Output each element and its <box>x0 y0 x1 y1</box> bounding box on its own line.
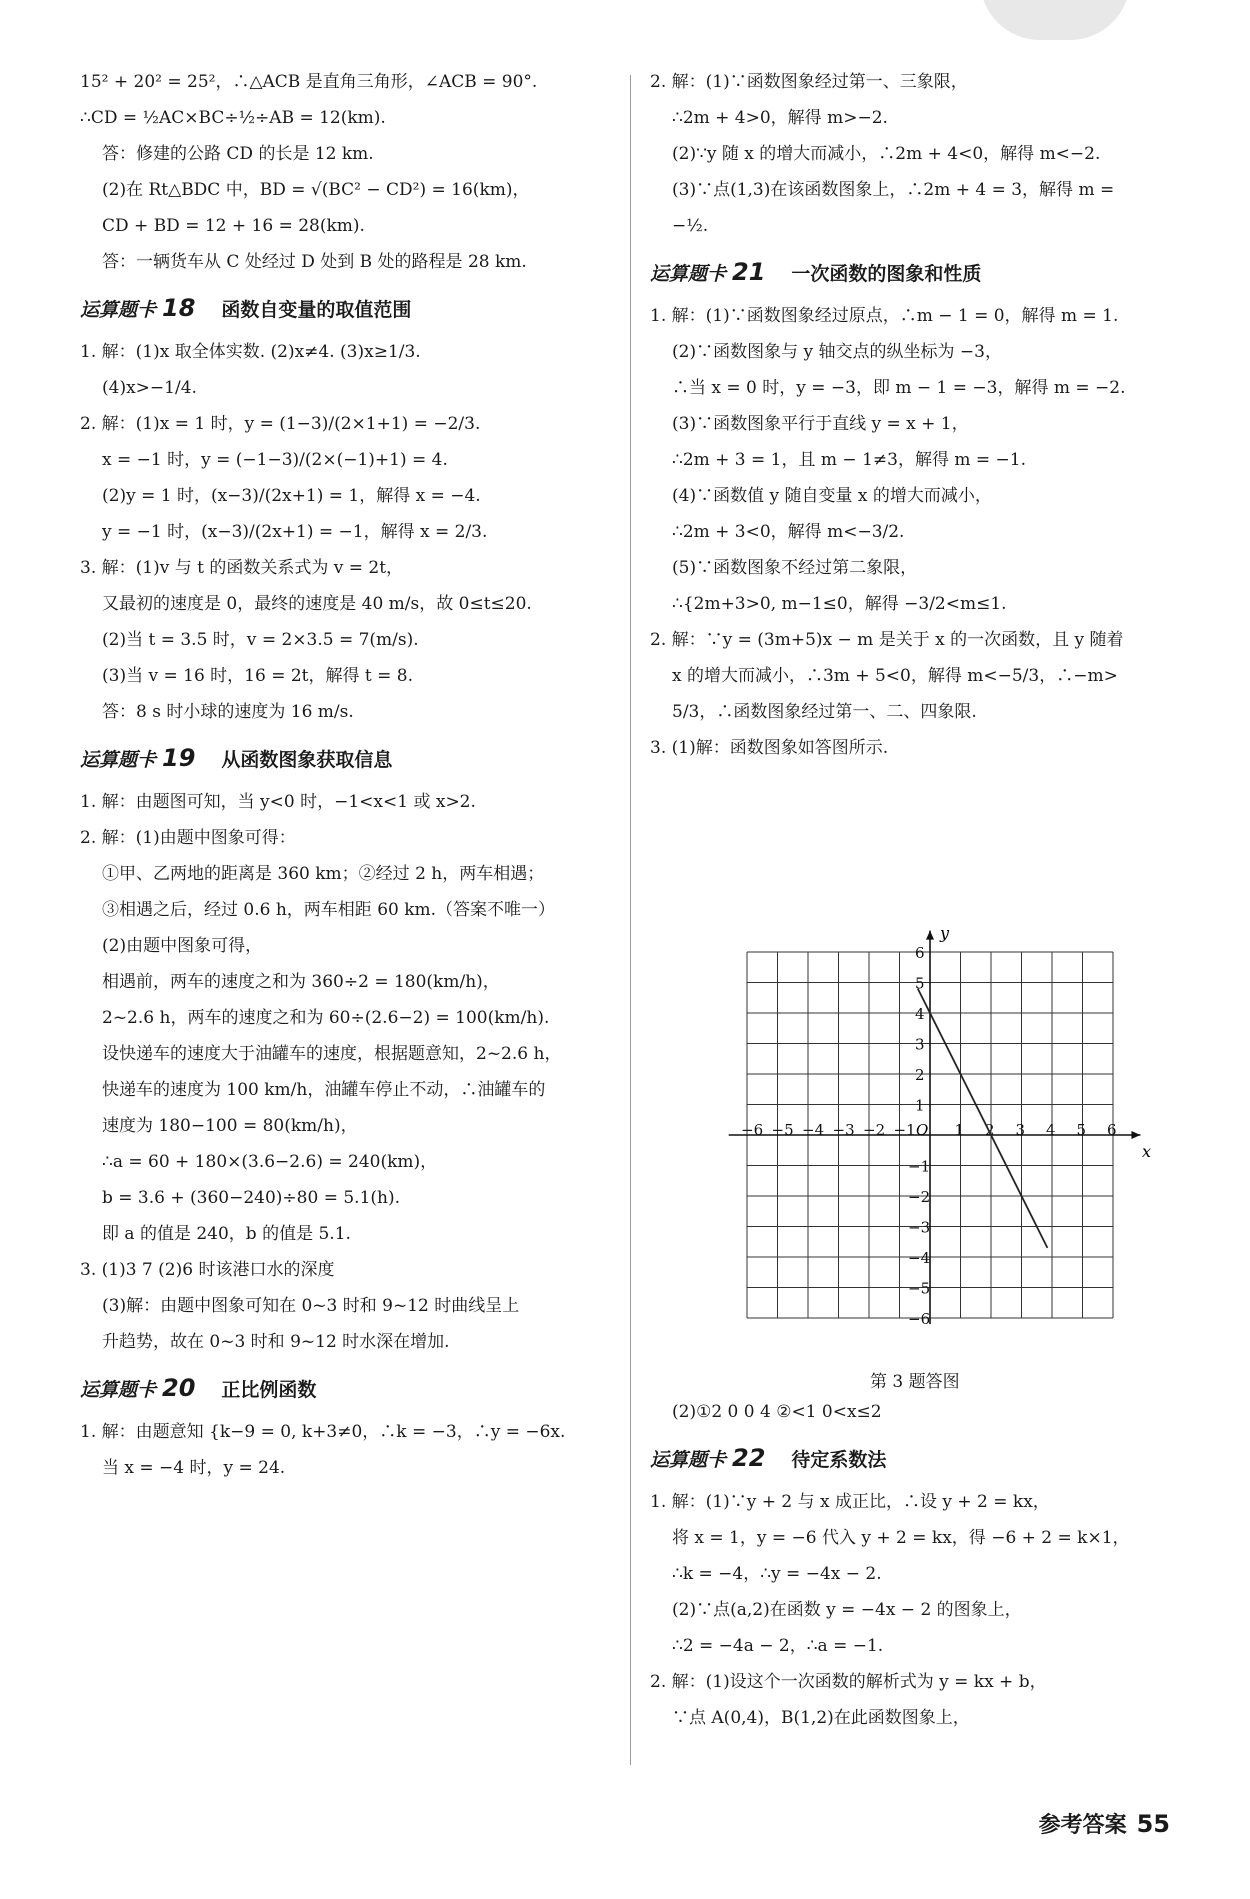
text-line: ∴k = −4，∴y = −4x − 2. <box>672 1564 882 1584</box>
section-heading-20 <box>80 1374 620 1402</box>
heading-label: 运算题卡 <box>80 749 157 771</box>
text-line: b = 3.6 + (360−240)÷80 = 5.1(h). <box>102 1188 401 1208</box>
text-line: 2. 解：(1)∵函数图象经过第一、三象限， <box>650 72 968 92</box>
text-line: (3)解：由题中图象可知在 0~3 时和 9~12 时曲线呈上 <box>102 1296 520 1316</box>
text-line: 1. 解：(1)x 取全体实数. (2)x≠4. (3)x≥1/3. <box>80 342 421 362</box>
heading-label: 运算题卡 <box>80 1379 157 1401</box>
section-heading-18 <box>80 294 620 322</box>
x-axis-arrow <box>1131 1131 1140 1139</box>
x-tick-label: −6 <box>741 1121 764 1139</box>
x-tick-label: 4 <box>1046 1121 1056 1139</box>
right-top-block <box>650 70 1190 238</box>
heading-number: 21 <box>732 258 766 286</box>
text-line: (4)∵函数值 y 随自变量 x 的增大而减小， <box>672 486 992 506</box>
x-tick-label: −3 <box>832 1121 855 1139</box>
text-line: 2. 解：(1)由题中图象可得： <box>80 828 296 848</box>
text-line: ∴CD = ½AC×BC÷½÷AB = 12(km). <box>80 108 386 128</box>
heading-number: 20 <box>162 1374 196 1402</box>
x-tick-label: 1 <box>954 1121 965 1139</box>
heading-title: 正比例函数 <box>221 1379 317 1401</box>
left-column <box>80 70 620 1492</box>
x-tick-label: 3 <box>1015 1121 1026 1139</box>
text-line: ∴2m + 3<0，解得 m<−3/2. <box>672 522 905 542</box>
section-heading-21 <box>650 258 1190 286</box>
text-line: ∴2 = −4a − 2，∴a = −1. <box>672 1636 884 1656</box>
heading-number: 18 <box>162 294 196 322</box>
text-line: (2)①2 0 0 4 ②<1 0<x≤2 <box>672 1402 882 1422</box>
y-tick-label: −4 <box>908 1249 931 1267</box>
column-divider <box>630 75 631 1765</box>
heading-title: 从函数图象获取信息 <box>221 749 393 771</box>
y-tick-label: −3 <box>908 1218 931 1237</box>
text-line: 5/3，∴函数图象经过第一、二、四象限. <box>672 702 977 722</box>
text-line: 3. (1)解：函数图象如答图所示. <box>650 738 889 758</box>
text-line: ∴2m + 3 = 1，且 m − 1≠3，解得 m = −1. <box>672 450 1026 470</box>
heading-label: 运算题卡 <box>80 299 157 321</box>
left-top-block <box>80 70 620 274</box>
text-line: 1. 解：由题图可知，当 y<0 时，−1<x<1 或 x>2. <box>80 792 476 812</box>
text-line: 答：修建的公路 CD 的长是 12 km. <box>102 144 374 164</box>
function-graph <box>700 930 1160 1360</box>
text-line: 答：一辆货车从 C 处经过 D 处到 B 处的路程是 28 km. <box>102 252 527 272</box>
text-line: 1. 解：由题意知 {k−9 = 0, k+3≠0，∴k = −3，∴y = −6x. <box>80 1422 566 1442</box>
y-tick-label: −2 <box>908 1188 931 1206</box>
text-line: x = −1 时，y = (−1−3)/(2×(−1)+1) = 4. <box>102 450 448 470</box>
text-line: 1. 解：(1)∵函数图象经过原点，∴m − 1 = 0，解得 m = 1. <box>650 306 1119 326</box>
text-line: 15² + 20² = 25²，∴△ACB 是直角三角形，∠ACB = 90°. <box>80 72 538 92</box>
section-20-body <box>80 1420 620 1480</box>
text-line: ∴当 x = 0 时，y = −3，即 m − 1 = −3，解得 m = −2. <box>672 378 1126 398</box>
x-tick-label: 2 <box>985 1121 995 1139</box>
y-tick-label: 6 <box>915 944 925 962</box>
text-line: CD + BD = 12 + 16 = 28(km). <box>102 216 365 236</box>
text-line: 即 a 的值是 240，b 的值是 5.1. <box>102 1224 351 1244</box>
section-21-body <box>650 304 1190 760</box>
text-line: 答：8 s 时小球的速度为 16 m/s. <box>102 702 354 722</box>
origin-label: O <box>916 1121 929 1139</box>
text-line: 相遇前，两车的速度之和为 360÷2 = 180(km/h)， <box>102 972 500 992</box>
y-tick-label: −6 <box>908 1310 931 1328</box>
text-line: ∵点 A(0,4)，B(1,2)在此函数图象上， <box>672 1708 970 1728</box>
text-line: (2)在 Rt△BDC 中，BD = √(BC² − CD²) = 16(km)， <box>102 180 530 200</box>
y-axis-arrow <box>926 931 934 940</box>
text-line: (3)∵函数图象平行于直线 y = x + 1， <box>672 414 969 434</box>
text-line: 设快递车的速度大于油罐车的速度，根据题意知，2~2.6 h， <box>102 1044 562 1064</box>
text-line: −½. <box>672 216 709 236</box>
text-line: 2. 解：(1)x = 1 时，y = (1−3)/(2×1+1) = −2/3. <box>80 414 481 434</box>
text-line: ∴{2m+3>0, m−1≤0，解得 −3/2<m≤1. <box>672 594 1007 614</box>
text-line: (2)∵函数图象与 y 轴交点的纵坐标为 −3， <box>672 342 1002 362</box>
text-line: y = −1 时，(x−3)/(2x+1) = −1，解得 x = 2/3. <box>102 522 488 542</box>
text-line: 3. (1)3 7 (2)6 时该港口水的深度 <box>80 1260 335 1280</box>
section-heading-22 <box>650 1444 1190 1472</box>
graph-ticks <box>741 944 1117 1328</box>
y-tick-label: 5 <box>915 974 925 993</box>
text-line: ∴a = 60 + 180×(3.6−2.6) = 240(km)， <box>102 1152 438 1172</box>
right-lower-block <box>650 1400 1190 1742</box>
text-line: 2. 解：∵y = (3m+5)x − m 是关于 x 的一次函数，且 y 随着 <box>650 630 1124 650</box>
text-line: (3)∵点(1,3)在该函数图象上，∴2m + 4 = 3，解得 m = <box>672 180 1115 200</box>
y-tick-label: 2 <box>915 1066 925 1084</box>
text-line: (4)x>−1/4. <box>102 378 197 398</box>
x-tick-label: −5 <box>771 1121 794 1139</box>
text-line: (2)当 t = 3.5 时，v = 2×3.5 = 7(m/s). <box>102 630 419 650</box>
text-line: ③相遇之后，经过 0.6 h，两车相距 60 km.（答案不唯一） <box>102 900 556 920</box>
heading-title: 一次函数的图象和性质 <box>791 263 982 285</box>
text-line: 将 x = 1，y = −6 代入 y + 2 = kx，得 −6 + 2 = k×1， <box>672 1528 1130 1548</box>
heading-label: 运算题卡 <box>650 263 727 285</box>
y-tick-label: 3 <box>915 1035 925 1054</box>
x-tick-label: −4 <box>802 1121 825 1139</box>
section-22-body <box>650 1490 1190 1730</box>
x-tick-label: 5 <box>1076 1121 1087 1139</box>
page-footer <box>1039 1808 1170 1839</box>
text-line: x 的增大而减小，∴3m + 5<0，解得 m<−5/3，∴−m> <box>672 666 1118 686</box>
text-line: (2)∵y 随 x 的增大而减小，∴2m + 4<0，解得 m<−2. <box>672 144 1101 164</box>
text-line: (5)∵函数图象不经过第二象限， <box>672 558 918 578</box>
text-line: 快递车的速度为 100 km/h，油罐车停止不动，∴油罐车的 <box>102 1080 546 1100</box>
y-axis-label: y <box>940 930 950 943</box>
text-line: 当 x = −4 时，y = 24. <box>102 1458 286 1478</box>
section-18-body <box>80 340 620 724</box>
text-line: 2. 解：(1)设这个一次函数的解析式为 y = kx + b， <box>650 1672 1047 1692</box>
section-heading-19 <box>80 744 620 772</box>
heading-label: 运算题卡 <box>650 1449 727 1471</box>
x-axis-label: x <box>1141 1142 1152 1161</box>
section-19-body <box>80 790 620 1354</box>
heading-number: 22 <box>732 1444 766 1472</box>
x-tick-label: 6 <box>1107 1121 1117 1139</box>
x-tick-label: −1 <box>893 1121 916 1139</box>
corner-decoration <box>980 0 1130 40</box>
text-line: ∴2m + 4>0，解得 m>−2. <box>672 108 888 128</box>
text-line: 1. 解：(1)∵y + 2 与 x 成正比，∴设 y + 2 = kx， <box>650 1492 1050 1512</box>
text-line: (2)y = 1 时，(x−3)/(2x+1) = 1，解得 x = −4. <box>102 486 481 506</box>
heading-title: 待定系数法 <box>791 1449 887 1471</box>
heading-title: 函数自变量的取值范围 <box>221 299 412 321</box>
right-column <box>650 70 1190 772</box>
graph-caption: 第 3 题答图 <box>870 1372 960 1392</box>
page-number: 55 <box>1136 1810 1170 1838</box>
y-tick-label: 1 <box>915 1096 925 1115</box>
y-tick-label: −1 <box>908 1157 931 1176</box>
text-line: (2)由题中图象可得， <box>102 936 263 956</box>
text-line: 速度为 180−100 = 80(km/h)， <box>102 1116 358 1136</box>
y-tick-label: −5 <box>908 1279 931 1298</box>
heading-number: 19 <box>162 744 196 772</box>
text-line: (3)当 v = 16 时，16 = 2t，解得 t = 8. <box>102 666 414 686</box>
y-tick-label: 4 <box>915 1005 925 1023</box>
text-line: 又最初的速度是 0，最终的速度是 40 m/s，故 0≤t≤20. <box>102 594 532 614</box>
x-tick-label: −2 <box>863 1121 886 1139</box>
text-line: 3. 解：(1)v 与 t 的函数关系式为 v = 2t， <box>80 558 404 578</box>
text-line: 升趋势，故在 0~3 时和 9~12 时水深在增加. <box>102 1332 450 1352</box>
function-line <box>918 989 1048 1248</box>
text-line: (2)∵点(a,2)在函数 y = −4x − 2 的图象上， <box>672 1600 1022 1620</box>
footer-label: 参考答案 <box>1038 1813 1127 1838</box>
text-line: 2~2.6 h，两车的速度之和为 60÷(2.6−2) = 100(km/h). <box>102 1008 550 1028</box>
text-line: ①甲、乙两地的距离是 360 km；②经过 2 h，两车相遇； <box>102 864 545 884</box>
